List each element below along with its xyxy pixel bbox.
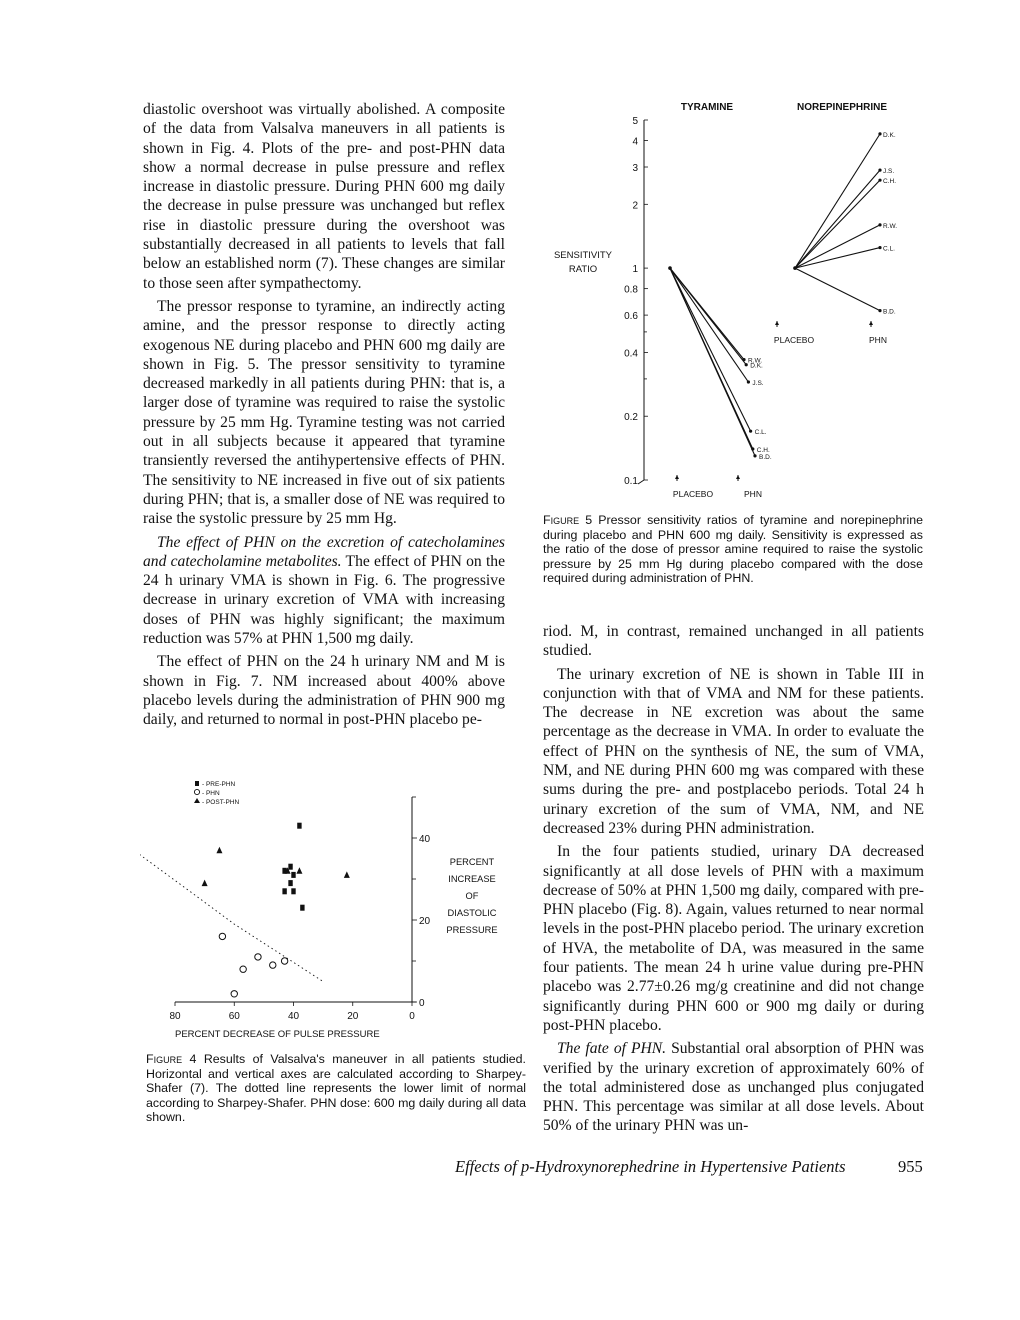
paragraph: The pressor response to tyramine, an indirectly acting amine, and the pressor response to directly acting exogenous NE during placebo and PHN 600 mg daily are shown in Fig. 5. The pressor sensitivity to tyramine decreased markedly in all patients during PHN: that is, a larger dose of tyramine was required to raise the systolic pressure by 25 mm Hg. Tyramine testing was not carried out in all subjects because it appeared that tyramine transiently reversed the antihypertensive effects of PHN. The sensitivity to NE increased in five out of six patients during PHN; that is, a smaller dose of NE was required to raise the systolic pressure by 25 mm Hg. (143, 297, 505, 528)
y-axis-label-line: PERCENT (449, 857, 495, 867)
series-label: J.S. (883, 168, 895, 176)
series-endpoint (878, 246, 881, 249)
y-axis-foot (638, 480, 644, 484)
chart-title-norepinephrine: NOREPINEPHRINE (796, 102, 888, 113)
series-endpoint (878, 132, 881, 135)
chart-axes (169, 797, 430, 1022)
series-label: C.L. (754, 429, 767, 437)
series-label: C.H. (883, 178, 896, 186)
x-label-phn: PHN (869, 335, 887, 345)
figure-4-scatter-chart (140, 775, 530, 1045)
figure-5-line-chart (540, 95, 930, 505)
x-axis-label: PERCENT DECREASE OF PULSE PRESSURE (175, 1029, 380, 1040)
chart-marks (140, 823, 350, 997)
series-line-tyramine (670, 268, 751, 431)
series-endpoint (878, 169, 881, 172)
paragraph: diastolic overshoot was virtually abolished. A composite of the data from Valsalva maneuvers in all patients is shown in Fig. 4. Plots of the pre- and post-PHN data show a normal decrease in pulse pressure and reflex increase in diastolic pressure. During PHN 600 mg daily the decrease in pulse pressure was unchanged but reflex rise in diastolic pressure during the overshoot was substantially decreased in all patients to levels that fall below an established norm (7). These changes are similar to those seen after sympathectomy. (143, 101, 505, 292)
series-label: D.K. (883, 131, 896, 139)
x-tick-label: 20 (347, 1011, 359, 1022)
legend-label: - PRE-PHN (202, 781, 236, 788)
series-endpoint (747, 380, 750, 383)
data-point-pre-phn (288, 864, 292, 870)
series-label: B.D. (883, 308, 896, 316)
paragraph: riod. M, in contrast, remained unchanged in all patients studied. (543, 623, 924, 660)
data-point-pre-phn (282, 888, 286, 894)
x-tick-label: 0 (409, 1011, 415, 1022)
y-tick-label: 5 (632, 116, 638, 127)
series-label: B.D. (759, 453, 772, 461)
y-tick-label: 0.8 (624, 284, 638, 296)
section-heading: The effect of PHN on the excretion of catecholamines and catecholamine metabolites. (143, 533, 505, 570)
series-origin-point (793, 266, 797, 270)
paragraph-text: Substantial oral absorption of PHN was verified by the urinary excretion of approximately 60% of the total administered dose as unchanged plus conjugated PHN. This percentage was similar at all dose levels. About 50% of the urinary PHN was un- (543, 1040, 924, 1135)
chart-title-tyramine: TYRAMINE (680, 102, 734, 113)
y-axis-label-line: RATIO (568, 264, 598, 275)
data-point-post-phn (216, 847, 222, 854)
caption-label: Figure 4 (146, 1052, 197, 1066)
data-point-phn (281, 958, 287, 964)
data-point-pre-phn (291, 888, 295, 894)
y-axis-label-line: SENSITIVITY (553, 250, 613, 261)
paragraph: The effect of PHN on the 24 h urinary NM and M is shown in Fig. 7. NM increased about 400% above placebo levels during the administration of PHN 900 mg daily, and returned to normal in post-PHN placebo pe- (143, 653, 505, 729)
x-label-placebo: PLACEBO (672, 489, 714, 499)
series-label: R.W. (883, 222, 898, 230)
legend-triangle-marker (194, 798, 200, 803)
caption-text: Pressor sensitivity ratios of tyramine and norepinephrine during placebo and PHN 600 mg daily. Sensitivity is expressed as the ratio of the dose of pressor amine required to raise the systolic pressure by 25 mm Hg during placebo compared with the dose required during administration of PHN. (543, 513, 923, 586)
series-endpoint (878, 309, 881, 312)
data-point-phn (270, 962, 276, 968)
x-label-placebo: PLACEBO (773, 335, 815, 345)
data-point-phn (231, 991, 237, 997)
data-point-pre-phn (300, 905, 304, 911)
data-point-phn (219, 933, 225, 939)
series-label: C.L. (883, 245, 895, 253)
legend-square-marker (195, 781, 199, 786)
series-label: C.H. (756, 447, 770, 455)
x-arrow-head (775, 321, 779, 325)
y-tick-label: 4 (632, 136, 638, 148)
data-point-phn (255, 954, 261, 960)
chart-marks (668, 132, 897, 461)
series-endpoint (749, 430, 752, 433)
series-line-norepinephrine (795, 134, 880, 268)
y-tick-label: 0.1 (624, 476, 638, 487)
data-point-pre-phn (297, 823, 301, 829)
y-axis-label (446, 857, 497, 935)
x-arrow-head (736, 475, 740, 479)
paragraph-text: The effect of PHN on the 24 h urinary VMA is shown in Fig. 6. The progressive decrease in urinary excretion of VMA with increasing doses of PHN was highly significant; the maximum reduction was 57% at PHN 1,500 mg daily. (143, 552, 505, 648)
paragraph (543, 1039, 924, 1135)
y-tick-label: 0.2 (624, 412, 638, 424)
x-arrow-head (869, 321, 873, 325)
x-tick-label: 60 (228, 1011, 240, 1022)
series-origin-point (668, 266, 672, 270)
data-point-post-phn (296, 867, 302, 874)
chart-axes (624, 116, 873, 487)
series-line-norepinephrine (795, 170, 880, 268)
caption-text: Results of Valsalva's maneuver in all patients studied. Horizontal and vertical axes are calculated according to Sharpey-Shafer (7). The dotted line represents the lower limit of normal according to Sharpey-Shafer. PHN dose: 600 mg daily during all data shown. (146, 1052, 526, 1125)
series-endpoint (878, 179, 881, 182)
y-tick-label: 40 (419, 834, 431, 845)
y-axis-label-line: PRESSURE (446, 925, 498, 935)
legend-circle-marker (194, 789, 199, 794)
y-axis-label-line: OF (465, 891, 479, 901)
caption-label: Figure 5 (543, 513, 593, 527)
data-point-pre-phn (288, 880, 292, 886)
series-label: R.W. (748, 357, 763, 365)
figure-5-caption (543, 513, 923, 586)
data-point-post-phn (202, 880, 208, 887)
y-tick-label: 0.6 (624, 311, 638, 323)
chart-legend (194, 781, 240, 806)
series-label: D.K. (750, 362, 763, 370)
paragraph (143, 533, 505, 649)
data-point-pre-phn (291, 872, 295, 878)
y-tick-label: 20 (419, 916, 431, 927)
x-label-phn: PHN (744, 489, 762, 499)
series-line-norepinephrine (795, 180, 880, 268)
legend-label: - PHN (202, 790, 220, 797)
series-line-norepinephrine (795, 225, 880, 268)
series-line-tyramine (670, 268, 755, 456)
x-arrow-head (675, 475, 679, 479)
legend-label: - POST-PHN (202, 799, 240, 806)
series-endpoint (878, 223, 881, 226)
page-number: 955 (898, 1157, 923, 1176)
y-tick-label: 0.4 (624, 348, 638, 360)
y-tick-label: 3 (632, 163, 638, 175)
section-heading: The fate of PHN. (557, 1040, 667, 1058)
data-point-phn (240, 966, 246, 972)
series-line-norepinephrine (795, 268, 880, 311)
y-tick-label: 1 (632, 264, 638, 276)
running-footer: Effects of p-Hydroxynorephedrine in Hypertensive Patients (455, 1157, 846, 1176)
x-tick-label: 40 (287, 1011, 300, 1022)
series-line-tyramine (670, 268, 748, 382)
series-endpoint (745, 363, 748, 366)
y-tick-label: 2 (632, 200, 638, 212)
paragraph: In the four patients studied, urinary DA decreased significantly at all dose levels of PHN with a maximum decrease of 50% at PHN 1,500 mg daily, compared with pre-PHN placebo (Fig. 8). Again, values returned to near normal levels in the post-PHN placebo period. The urinary excretion of HVA, the metabolite of DA, was measured in the same four patients. The mean 24 h urine value during pre-PHN placebo was 2.77±0.26 mg/g creatinine and did not change significantly during PHN 600 or 900 mg daily or during post-PHN placebo. (543, 843, 924, 1034)
x-tick-label: 80 (169, 1011, 181, 1022)
y-axis-label-line: DIASTOLIC (447, 908, 497, 918)
paragraph: The urinary excretion of NE is shown in Table III in conjunction with that of VMA and NM for these patients. The decrease in NE excretion was about the same percentage as the decrease in VMA. In order to evaluate the effect of PHN on the synthesis of NE, the sum of VMA, NM, and NE during PHN 600 mg was compared with these sums during the pre- and postplacebo periods. Total 24 h urinary excretion of the sum of VMA, NM, and NE decreased 23% during PHN administration. (543, 665, 924, 837)
y-tick-label: 0 (419, 998, 425, 1009)
left-text-column (143, 100, 505, 734)
data-point-post-phn (344, 871, 350, 878)
series-label: J.S. (752, 380, 764, 388)
figure-4-caption (146, 1052, 526, 1125)
y-axis-label-line: INCREASE (448, 874, 496, 884)
series-endpoint (753, 454, 756, 457)
right-text-column (543, 622, 924, 1140)
series-line-norepinephrine (795, 248, 880, 269)
